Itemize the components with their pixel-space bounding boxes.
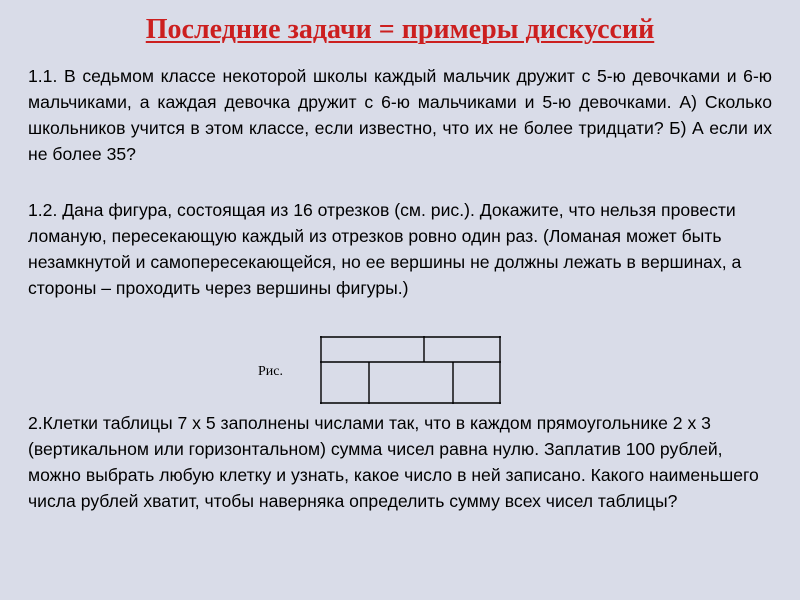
segments-figure [320, 336, 501, 404]
problem-1-2-text: 1.2. Дана фигура, состоящая из 16 отрезков (см. рис.). Докажите, что нельзя провести ломаную, пересекающую каждый из отрезков ровно один раз. (Ломаная может быть незамкнутой и самопересекающейся, но ее вершины не должны лежать в вершинах, а стороны – проходить через вершины фигуры.) [28, 200, 742, 298]
figure-caption: Рис. [258, 364, 283, 379]
problem-1-1-text: 1.1. В седьмом классе некоторой школы каждый мальчик дружит с 5-ю девочками и 6-ю мальчиками, а каждая девочка дружит с 6-ю мальчиками и 5‑ю девочками. А) Сколько школьников учится в этом классе, если известно, что их не более тридцати? Б) А если их не более 35? [28, 66, 772, 164]
slide-title: Последние задачи = примеры дискуссий [145, 14, 655, 45]
problem-2-text: 2.Клетки таблицы 7 х 5 заполнены числами так, что в каждом прямоугольнике 2 х 3 (вертикальном или горизонтальном) сумма чисел равна нулю. Заплатив 100 рублей, можно выбрать любую клетку и узнать, какое число в ней записано. Какого наименьшего числа рублей хватит, чтобы наверняка определить сумму всех чисел таблицы? [28, 413, 759, 511]
